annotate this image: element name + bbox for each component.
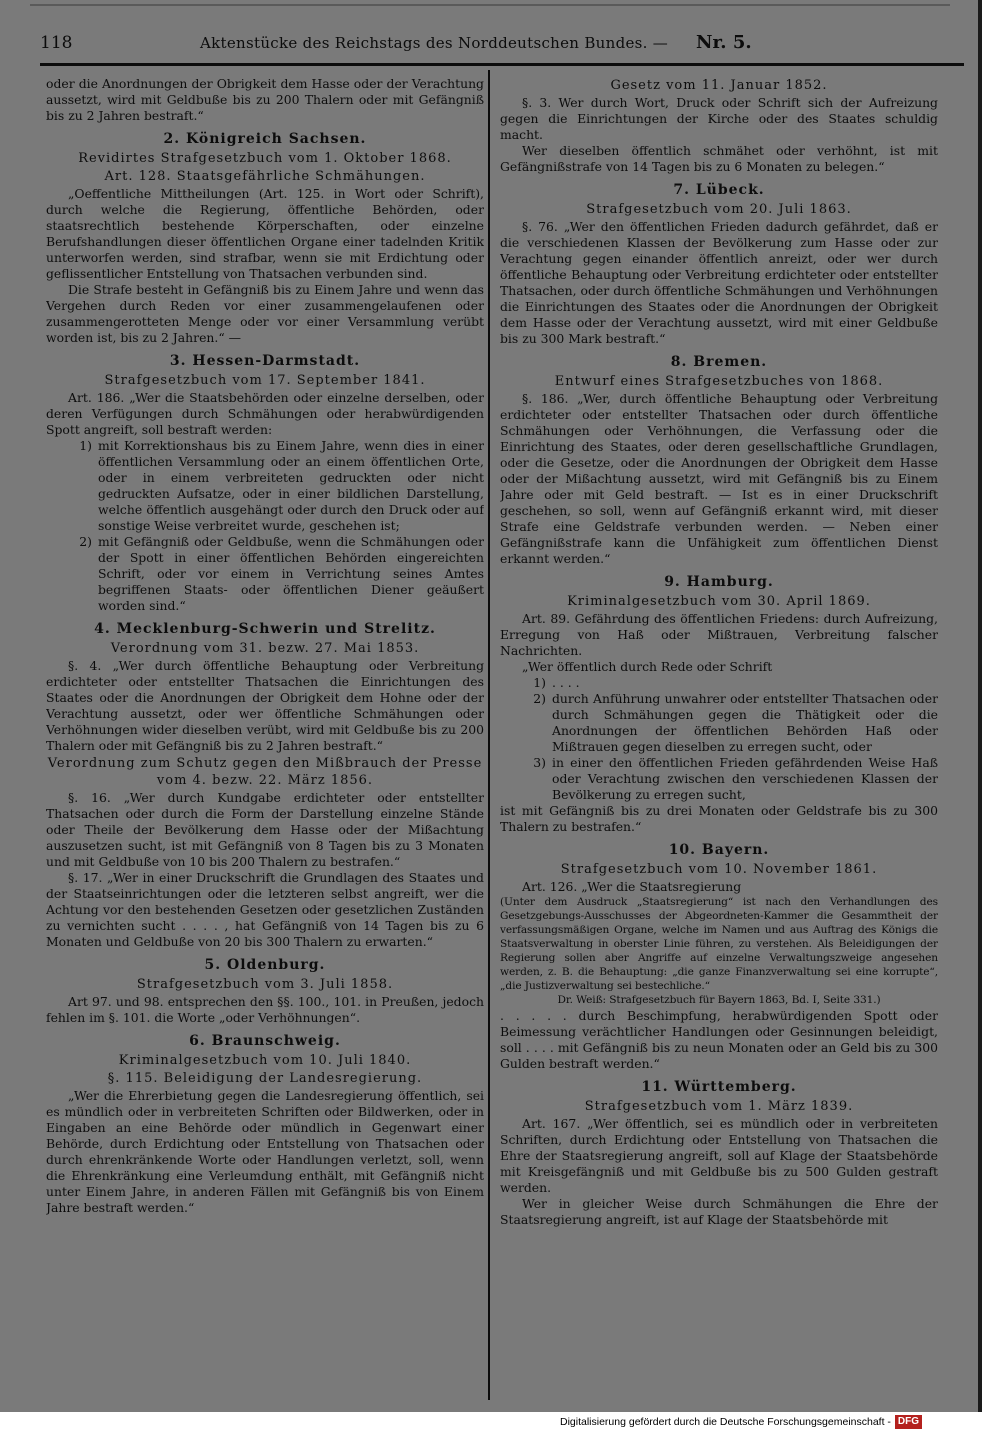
law-title: Strafgesetzbuch vom 20. Juli 1863. — [586, 202, 852, 217]
list-number: 1) — [533, 675, 546, 690]
paragraph: §. 17. „Wer in einer Druckschrift die Grundlagen des Staates und der Staatseinrichtungen oder die letzteren selbst angreift, wer die Achtung vor den bestehenden Gesetzen oder gesetzlichen Zuständen zu vernichten sucht . . . . , hat Gefängniß von 14 Tagen bis zu 6 Monaten und Geldbuße von 20 bis 300 Thalern zu erwarten.“ — [46, 870, 484, 949]
section-braunschweig — [46, 1032, 484, 1216]
list-number: 1) — [79, 438, 92, 453]
footnote-text: (Unter dem Ausdruck „Staatsregierung“ ist nach den Verhandlungen des Gesetzgebungs-Ausschusses der Abgeordneten-Kammer die Gesammtheit der verfassungsmäßigen Organe, welche im Namen und aus Auftrag des Königs die Staatsverwaltung in oberster Linie führen, zu verstehen. Als Beleidigungen der Regierung sollen aber Angriffe auf einzelne Verwaltungszweige angesehen werden, z. B. die Behauptung: „die ganze Finanzverwaltung sei eine korrupte“, „die Justizverwaltung sei bestechliche.“ — [500, 896, 938, 992]
page-edge — [978, 0, 982, 1412]
list-number: 2) — [533, 691, 546, 706]
paragraph: Art. 186. „Wer die Staatsbehörden oder einzelne derselben, oder deren Verfügungen durch Schmähungen oder herabwürdigenden Spott angreift, soll bestraft werden: — [46, 390, 484, 437]
left-column — [46, 76, 484, 1406]
law-title: Strafgesetzbuch vom 10. November 1861. — [560, 862, 878, 877]
law-title: Kriminalgesetzbuch vom 30. April 1869. — [567, 594, 871, 609]
article-title: Art. 128. Staatsgefährliche Schmähungen. — [104, 169, 426, 184]
section-heading: 3. Hessen-Darmstadt. — [169, 353, 361, 369]
law-title: Revidirtes Strafgesetzbuch vom 1. Oktober 1868. — [78, 151, 452, 166]
law-title: Strafgesetzbuch vom 17. September 1841. — [104, 373, 426, 388]
section-heading: 7. Lübeck. — [673, 182, 765, 198]
law-title: Kriminalgesetzbuch vom 10. Juli 1840. — [118, 1053, 412, 1068]
section-heading: 4. Mecklenburg-Schwerin und Strelitz. — [94, 621, 436, 637]
paragraph: Art. 126. „Wer die Staatsregierung — [522, 879, 742, 894]
page-number: 118 — [40, 33, 73, 53]
list-item — [46, 438, 484, 534]
section-mecklenburg — [46, 620, 484, 950]
section-heading: 10. Bayern. — [668, 842, 770, 858]
dfg-logo[interactable]: DFG — [895, 1415, 922, 1429]
list-text: . . . . — [552, 675, 580, 690]
article-title: §. 115. Beleidigung der Landesregierung. — [107, 1071, 423, 1086]
paragraph: §. 16. „Wer durch Kundgabe erdichteter oder entstellter Thatsachen oder durch die Form der Darstellung einzelne Stände oder Theile der Bevölkerung dem Hasse oder der Mißachtung auszusetzen sucht, ist mit Gefängniß von 8 Tagen bis zu 3 Monaten und mit Geldbuße von 10 bis 200 Thalern zu bestrafen.“ — [46, 790, 484, 869]
paragraph: „Oeffentliche Mittheilungen (Art. 125. in Wort oder Schrift), durch welche die Regierung, öffentliche Behörden, oder staatsrechtlich bestehende Körperschaften, oder einzelne Berufshandlungen dieser öffentlichen Organe einer tadelnden Kritik unterworfen werden, sind strafbar, wenn sie mit Erdichtung oder geflissentlicher Entstellung von Thatsachen verbunden sind. — [46, 186, 484, 281]
paragraph: Art 97. und 98. entsprechen den §§. 100., 101. in Preußen, jedoch fehlen im §. 101. die Worte „oder Verhöhnungen“. — [46, 994, 484, 1025]
law-title: Gesetz vom 11. Januar 1852. — [610, 78, 828, 93]
list-item — [500, 755, 938, 803]
paragraph: . . . . . durch Beschimpfung, herabwürdigenden Spott oder Beimessung verächtlicher Handlungen oder Gesinnungen beleidigt, soll . . . . mit Gefängniß bis zu neun Monaten oder an Geld bis zu 300 Gulden bestraft werden.“ — [500, 1008, 938, 1071]
section-heading: 9. Hamburg. — [664, 574, 774, 590]
section-bremen — [500, 353, 938, 567]
intro-paragraph: oder die Anordnungen der Obrigkeit dem Hasse oder der Verachtung aussetzt, wird mit Geldbuße bis zu 200 Thalern oder mit Gefängniß bis zu 2 Jahren bestraft.“ — [46, 76, 484, 123]
law-title: Strafgesetzbuch vom 1. März 1839. — [584, 1099, 854, 1114]
law-title: Strafgesetzbuch vom 3. Juli 1858. — [136, 977, 394, 992]
list-item — [500, 675, 938, 691]
paragraph: Art. 89. Gefährdung des öffentlichen Friedens: durch Aufreizung, Erregung von Haß oder Mißtrauen, Verbreitung falscher Nachrichten. — [500, 611, 938, 658]
list-text: in einer den öffentlichen Frieden gefährdenden Weise Haß oder Verachtung zwischen den verschiedenen Klassen der Bevölkerung zu erregen sucht, — [552, 755, 938, 802]
header-rule — [40, 63, 964, 66]
running-title: Aktenstücke des Reichstags des Norddeutschen Bundes. — — [200, 34, 669, 52]
scan-edge-line — [30, 4, 950, 6]
section-heading: 6. Braunschweig. — [189, 1033, 341, 1049]
law-title: Verordnung zum Schutz gegen den Mißbrauch der Presse vom 4. bezw. 22. März 1856. — [47, 756, 483, 788]
paragraph: Wer in gleicher Weise durch Schmähungen die Ehre der Staatsregierung angreift, ist auf Klage der Staatsbehörde mit — [500, 1196, 938, 1227]
law-title: Verordnung vom 31. bezw. 27. Mai 1853. — [110, 641, 420, 656]
right-column — [500, 76, 938, 1406]
list-text: mit Gefängniß oder Geldbuße, wenn die Schmähungen oder der Spott in einer öffentlichen Behörden eingereichten Schrift, oder vor einem in Verrichtung seines Amtes begriffenen Staats- oder öffentlichen Diener geäußert worden sind.“ — [98, 534, 484, 613]
section-hessen-darmstadt — [46, 352, 484, 614]
digitization-credit — [560, 1412, 1000, 1432]
document-number: Nr. 5. — [696, 32, 752, 53]
law-title: Entwurf eines Strafgesetzbuches von 1868. — [554, 374, 884, 389]
paragraph: „Wer öffentlich durch Rede oder Schrift — [522, 659, 773, 674]
footnote-source: Dr. Weiß: Strafgesetzbuch für Bayern 1863, Bd. I, Seite 331.) — [557, 994, 881, 1006]
list-item — [46, 534, 484, 614]
list-text: mit Korrektionshaus bis zu Einem Jahre, wenn dies in einer öffentlichen Versammlung oder an einem öffentlichen Orte, oder in einem verbreiteten gedruckten oder nicht gedruckten Aufsatze, oder in einer bildlichen Darstellung, welche öffentlich ausgehängt oder durch den Druck oder auf sonstige Weise verbreitet wurde, geschehen ist; — [98, 438, 484, 533]
paragraph: „Wer die Ehrerbietung gegen die Landesregierung öffentlich, sei es mündlich oder in verbreiteten Schriften oder Bildwerken, oder in Eingaben an eine Behörde oder mündlich in Gegenwart einer Behörde, durch Erdichtung oder Entstellung von Thatsachen oder durch ehrenkränkende Worte oder Handlungen verletzt, soll, wenn die Ehrenkränkung eine Verleumdung enthält, mit Gefängniß nicht unter Einem Jahre, in anderen Fällen mit Gefängniß bis von Einem Jahre bestraft werden.“ — [46, 1088, 484, 1215]
section-bayern — [500, 841, 938, 1072]
list-number: 2) — [79, 534, 92, 549]
list-item — [500, 691, 938, 755]
paragraph: §. 4. „Wer durch öffentliche Behauptung oder Verbreitung erdichteter oder entstellter Thatsachen die Einrichtungen des Staates oder die Anordnungen der Obrigkeit dem Hohne oder der Verachtung aussetzt, oder wer öffentliche Schmähungen oder Verhöhnungen wider dieselben verübt, wird mit Geldbuße bis zu 200 Thalern oder mit Gefängniß bis zu 2 Jahren bestraft.“ — [46, 658, 484, 753]
section-heading: 2. Königreich Sachsen. — [163, 131, 367, 147]
section-heading: 8. Bremen. — [670, 354, 768, 370]
section-oldenburg — [46, 956, 484, 1026]
paragraph: §. 3. Wer durch Wort, Druck oder Schrift sich der Aufreizung gegen die Einrichtungen der Kirche oder des Staates schuldig macht. — [500, 95, 938, 142]
paragraph: §. 76. „Wer den öffentlichen Frieden dadurch gefährdet, daß er die verschiedenen Klassen der Bevölkerung zum Hasse oder zur Verachtung gegen einander öffentlich anreizt, oder wer durch öffentliche Behauptung oder Verbreitung erdichteter oder entstellter Thatsachen, oder durch öffentliche Schmähungen und Verhöhnungen die Einrichtungen des Staates oder die Anordnungen der Obrigkeit dem Hasse oder der Verachtung aussetzt, wird mit einer Geldbuße bis zu 300 Mark bestraft.“ — [500, 219, 938, 346]
paragraph: Art. 167. „Wer öffentlich, sei es mündlich oder in verbreiteten Schriften, durch Erdichtung oder Entstellung von Thatsachen die Ehre der Staatsregierung angreift, soll auf Klage der Staatsbehörde mit Kreisgefängniß und mit Geldbuße bis zu 500 Gulden gestraft werden. — [500, 1116, 938, 1195]
paragraph: §. 186. „Wer, durch öffentliche Behauptung oder Verbreitung erdichteter oder entstellter Thatsachen oder durch öffentliche Schmähungen oder Verhöhnungen, die Verfassung oder die Einrichtung des Staates, oder deren gesellschaftliche Grundlagen, oder die Gesetze, oder die Anordnungen der Obrigkeit dem Hasse oder der Mißachtung aussetzt, wird mit Gefängniß bis zu Einem Jahre oder mit Geld bestraft. — Ist es in einer Druckschrift geschehen, so soll, wenn auf Gefängniß erkannt wird, mit dieser Strafe eine Geldstrafe verbunden werden. — Neben einer Gefängnißstrafe kann die Unfähigkeit zum öffentlichen Dienst erkannt werden.“ — [500, 391, 938, 566]
credit-text: Digitalisierung gefördert durch die Deutsche Forschungsgemeinschaft - — [560, 1416, 891, 1428]
paragraph: ist mit Gefängniß bis zu drei Monaten oder Geldstrafe bis zu 300 Thalern zu bestrafen.“ — [500, 803, 938, 834]
section-wuerttemberg — [500, 1078, 938, 1228]
section-luebeck — [500, 181, 938, 347]
section-sachsen — [46, 130, 484, 346]
page-header — [40, 30, 964, 60]
section-heading: 11. Württemberg. — [641, 1079, 797, 1095]
section-hamburg — [500, 573, 938, 835]
list-text: durch Anführung unwahrer oder entstellter Thatsachen oder durch Schmähungen gegen die Thätigkeit oder die Anordnungen der öffentlichen Behörden Haß oder Mißtrauen gegen dieselben zu erregen sucht, oder — [552, 691, 938, 754]
list-number: 3) — [533, 755, 546, 770]
section-heading: 5. Oldenburg. — [204, 957, 326, 973]
paragraph: Die Strafe besteht in Gefängniß bis zu Einem Jahre und wenn das Vergehen durch Reden vor einer zusammengelaufenen oder zusammengerotteten Menge oder vor einer Versammlung verübt worden ist, bis zu 2 Jahren.“ — — [46, 282, 484, 345]
column-divider — [488, 70, 490, 1400]
paragraph: Wer dieselben öffentlich schmähet oder verhöhnt, ist mit Gefängnißstrafe von 14 Tagen bis zu 6 Monaten zu belegen.“ — [500, 143, 938, 174]
